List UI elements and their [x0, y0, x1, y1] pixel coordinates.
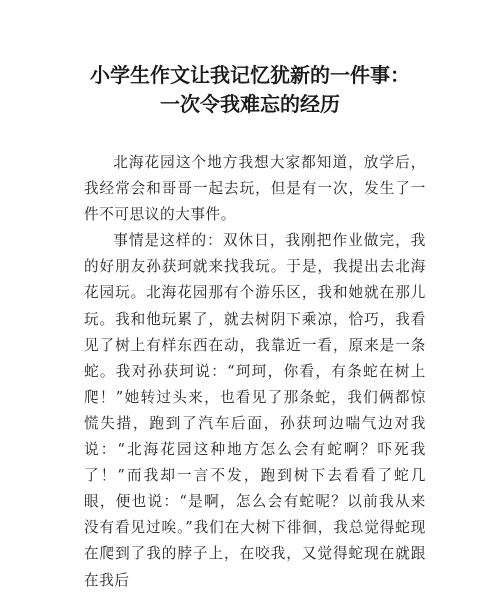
- article-title-line-1: 小学生作文让我记忆犹新的一件事：: [90, 63, 410, 87]
- article-title-line-2: 一次令我难忘的经历: [160, 92, 340, 116]
- paragraph-2: 事情是这样的：双休日，我刚把作业做完，我的好朋友孙获珂就来找我玩。于是，我提出去北海花园玩。北海花园那有个游乐区，我和她就在那儿玩。我和他玩累了，就去树阴下乘凉，恰巧，我看见了树上有样东西在动，我靠近一看，原来是一条蛇。我对孙获珂说：“珂珂，你看，有条蛇在树上爬！”她转过头来，也看见了那条蛇，我们俩都惊慌失措，跑到了汽车后面，孙获珂边喘气边对我说：“北海花园这种地方怎么会有蛇啊？吓死我了！”而我却一言不发，跑到树下去看看了蛇几眼，便也说：“是啊，怎么会有蛇呢？以前我从来没有看见过唉。”我们在大树下徘徊，我总觉得蛇现在爬到了我的脖子上，在咬我，又觉得蛇现在就跟在我后: [84, 232, 426, 589]
- article-body: [84, 150, 426, 594]
- paragraph-1: 北海花园这个地方我想大家都知道，放学后，我经常会和哥哥一起去玩，但是有一次，发生了一件不可思议的大事件。: [84, 154, 426, 224]
